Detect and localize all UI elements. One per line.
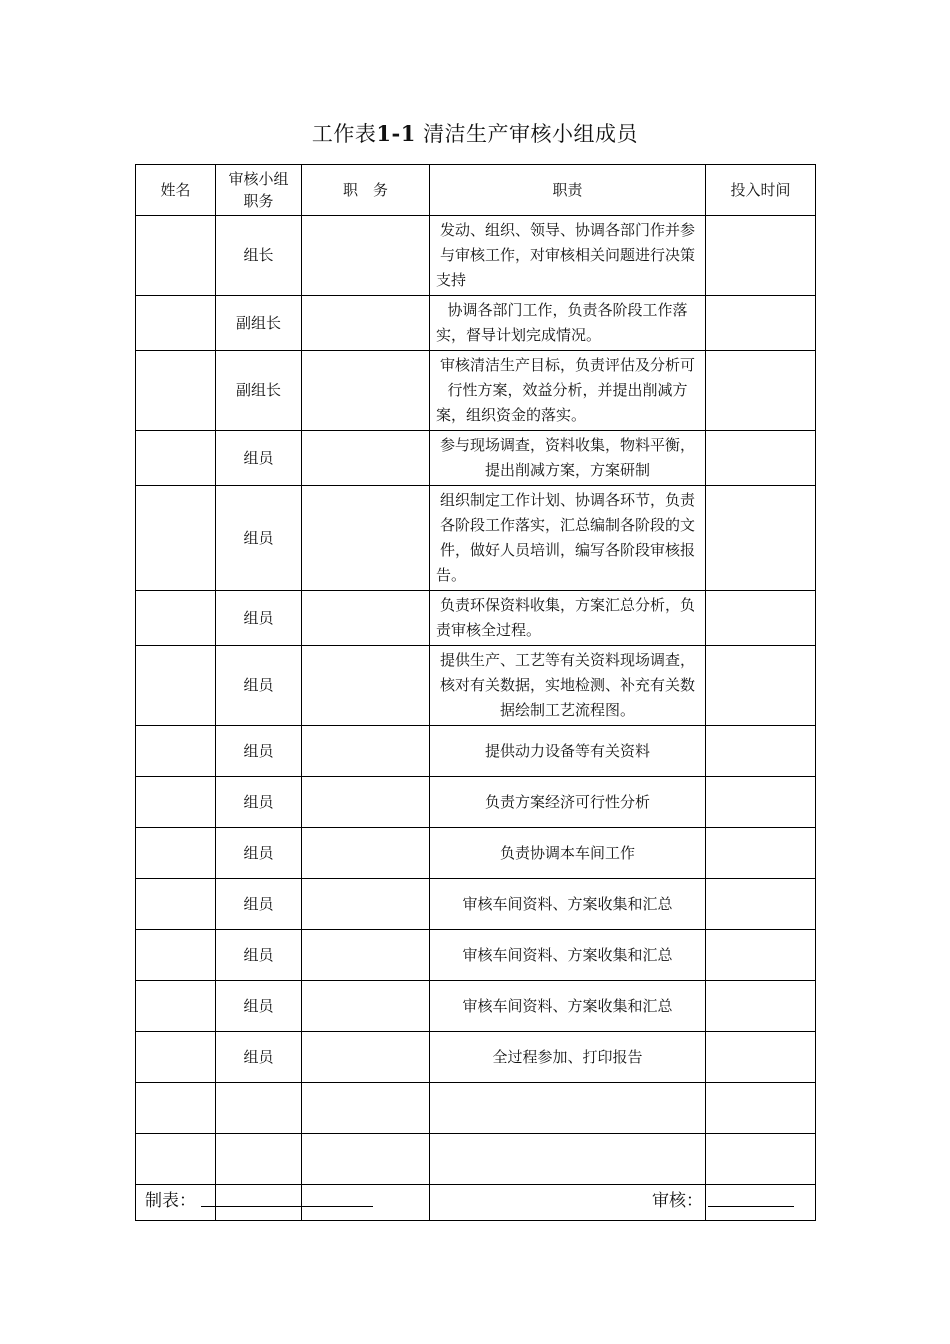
group-role-cell: 副组长 <box>216 351 302 431</box>
group-role-cell: 组员 <box>216 828 302 879</box>
time-cell <box>706 981 816 1032</box>
time-cell <box>706 296 816 351</box>
position-cell <box>302 1134 430 1185</box>
name-cell <box>136 726 216 777</box>
group-role-cell: 组员 <box>216 930 302 981</box>
table-row <box>136 216 816 296</box>
duty-cell: 提供生产、工艺等有关资料现场调查，核对有关数据，实地检测、补充有关数据绘制工艺流程图。 <box>430 646 706 726</box>
name-cell <box>136 431 216 486</box>
table-row <box>136 646 816 726</box>
reviewed-by-signature-line[interactable] <box>708 1206 794 1207</box>
group-role-cell <box>216 1134 302 1185</box>
time-cell <box>706 486 816 591</box>
duty-cell: 审核车间资料、方案收集和汇总 <box>430 930 706 981</box>
duty-cell <box>430 1134 706 1185</box>
duty-cell: 参与现场调查，资料收集，物料平衡，提出削减方案，方案研制 <box>430 431 706 486</box>
time-cell <box>706 1185 816 1221</box>
header-duty: 职责 <box>430 165 706 216</box>
group-role-cell: 组员 <box>216 431 302 486</box>
table-row <box>136 981 816 1032</box>
table-row <box>136 296 816 351</box>
group-role-cell: 组员 <box>216 646 302 726</box>
time-cell <box>706 1134 816 1185</box>
position-cell <box>302 646 430 726</box>
position-cell <box>302 431 430 486</box>
position-cell <box>302 726 430 777</box>
position-cell <box>302 930 430 981</box>
time-cell <box>706 726 816 777</box>
name-cell <box>136 828 216 879</box>
table-row <box>136 1185 816 1221</box>
name-cell <box>136 1032 216 1083</box>
group-role-cell: 组员 <box>216 1032 302 1083</box>
header-position: 职 务 <box>302 165 430 216</box>
title-prefix: 工作表 <box>311 122 377 146</box>
name-cell <box>136 1083 216 1134</box>
duty-cell <box>430 1083 706 1134</box>
prepared-by-signature-line[interactable] <box>201 1206 373 1207</box>
duty-cell: 负责方案经济可行性分析 <box>430 777 706 828</box>
group-role-cell: 组员 <box>216 981 302 1032</box>
name-cell <box>136 351 216 431</box>
group-role-cell: 组员 <box>216 591 302 646</box>
table-body <box>136 216 816 1221</box>
name-cell <box>136 486 216 591</box>
group-role-cell: 组员 <box>216 777 302 828</box>
time-cell <box>706 646 816 726</box>
time-cell <box>706 1032 816 1083</box>
duty-cell: 协调各部门工作，负责各阶段工作落实，督导计划完成情况。 <box>430 296 706 351</box>
time-cell <box>706 431 816 486</box>
position-cell <box>302 1185 430 1221</box>
prepared-by-label: 制表： <box>145 1191 196 1211</box>
page-title <box>0 118 950 148</box>
name-cell <box>136 777 216 828</box>
name-cell <box>136 981 216 1032</box>
header-group-role-line-2: 职务 <box>243 192 274 210</box>
group-role-cell: 组长 <box>216 216 302 296</box>
time-cell <box>706 216 816 296</box>
time-cell <box>706 930 816 981</box>
time-cell <box>706 351 816 431</box>
table-row <box>136 828 816 879</box>
table-row <box>136 1032 816 1083</box>
position-cell <box>302 591 430 646</box>
group-role-cell: 组员 <box>216 726 302 777</box>
group-role-cell <box>216 1185 302 1221</box>
title-text: 清洁生产审核小组成员 <box>423 122 639 146</box>
position-cell <box>302 351 430 431</box>
table-row <box>136 930 816 981</box>
group-role-cell: 副组长 <box>216 296 302 351</box>
name-cell <box>136 646 216 726</box>
audit-team-table <box>135 164 816 1221</box>
position-cell <box>302 981 430 1032</box>
table-row <box>136 431 816 486</box>
title-number: 1-1 <box>376 121 416 146</box>
position-cell <box>302 1083 430 1134</box>
time-cell <box>706 591 816 646</box>
position-cell <box>302 828 430 879</box>
position-cell <box>302 879 430 930</box>
duty-cell: 审核清洁生产目标，负责评估及分析可行性方案，效益分析，并提出削减方案，组织资金的落实。 <box>430 351 706 431</box>
name-cell <box>136 216 216 296</box>
name-cell <box>136 930 216 981</box>
table-row <box>136 1134 816 1185</box>
group-role-cell: 组员 <box>216 486 302 591</box>
table-row <box>136 486 816 591</box>
name-cell <box>136 296 216 351</box>
header-group-role <box>216 165 302 216</box>
header-name: 姓名 <box>136 165 216 216</box>
duty-cell: 负责环保资料收集，方案汇总分析，负责审核全过程。 <box>430 591 706 646</box>
time-cell <box>706 1083 816 1134</box>
position-cell <box>302 486 430 591</box>
group-role-cell <box>216 1083 302 1134</box>
table-row <box>136 351 816 431</box>
table-row <box>136 777 816 828</box>
reviewed-by-label: 审核： <box>652 1191 703 1211</box>
time-cell <box>706 879 816 930</box>
time-cell <box>706 828 816 879</box>
name-cell <box>136 591 216 646</box>
duty-cell: 发动、组织、领导、协调各部门作并参与审核工作，对审核相关问题进行决策支持 <box>430 216 706 296</box>
duty-cell: 全过程参加、打印报告 <box>430 1032 706 1083</box>
duty-cell: 审核车间资料、方案收集和汇总 <box>430 879 706 930</box>
header-time: 投入时间 <box>706 165 816 216</box>
duty-cell: 审核车间资料、方案收集和汇总 <box>430 981 706 1032</box>
table-row <box>136 879 816 930</box>
time-cell <box>706 777 816 828</box>
table-row <box>136 726 816 777</box>
header-row <box>136 165 816 216</box>
table-row <box>136 591 816 646</box>
group-role-cell: 组员 <box>216 879 302 930</box>
name-cell <box>136 879 216 930</box>
duty-cell: 组织制定工作计划、协调各环节，负责各阶段工作落实，汇总编制各阶段的文件，做好人员培训，编写各阶段审核报告。 <box>430 486 706 591</box>
table-row <box>136 1083 816 1134</box>
position-cell <box>302 777 430 828</box>
position-cell <box>302 296 430 351</box>
name-cell <box>136 1134 216 1185</box>
position-cell <box>302 216 430 296</box>
duty-cell: 提供动力设备等有关资料 <box>430 726 706 777</box>
position-cell <box>302 1032 430 1083</box>
header-group-role-line-1: 审核小组 <box>228 170 289 188</box>
duty-cell: 负责协调本车间工作 <box>430 828 706 879</box>
